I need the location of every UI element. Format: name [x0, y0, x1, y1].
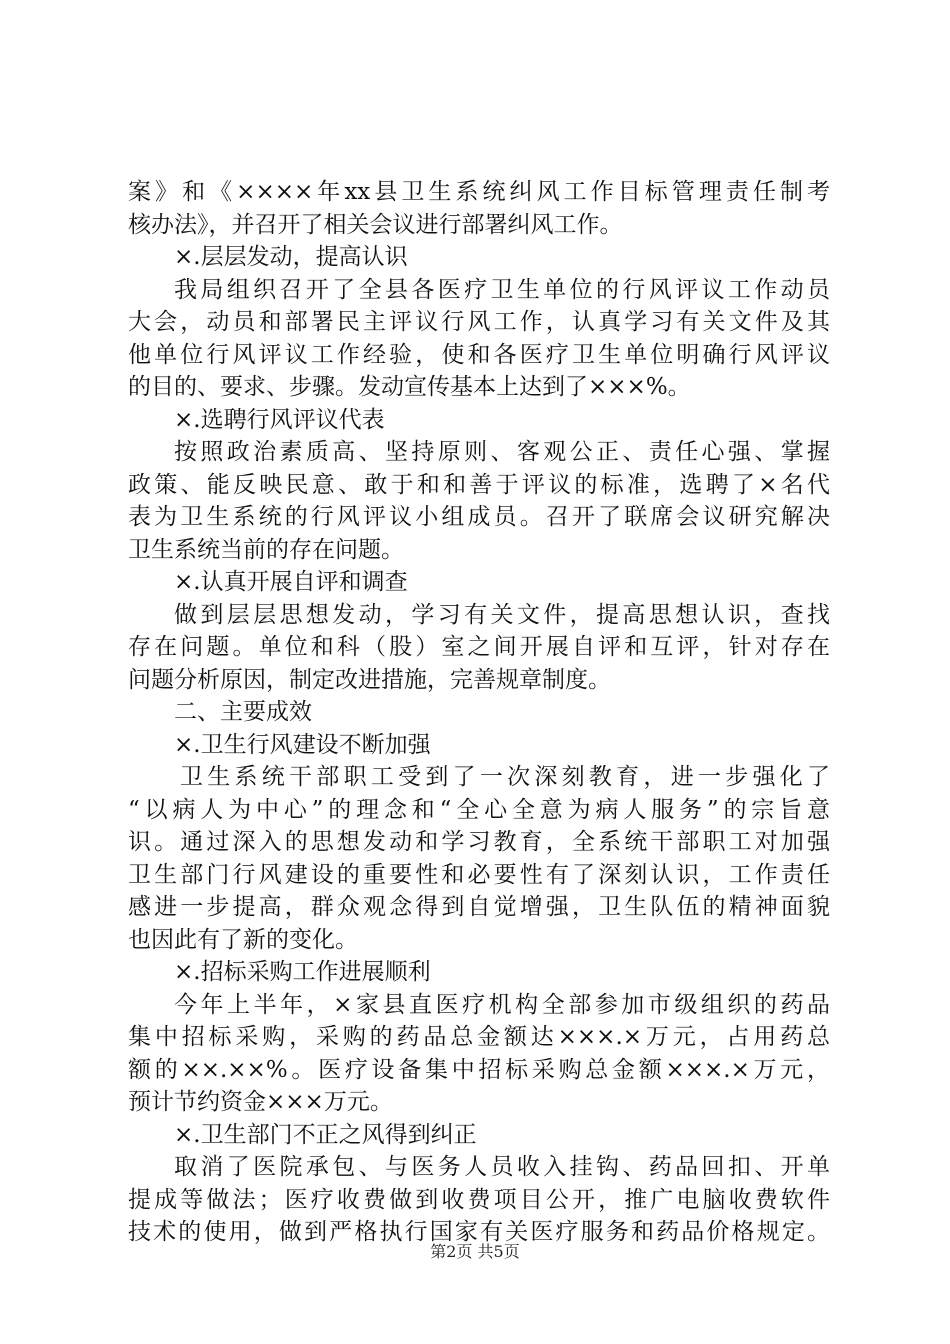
section-heading: 二、主要成效: [174, 699, 312, 725]
paragraph-line: 也因此有了新的变化。: [128, 926, 358, 953]
page-number: 第2页 共5页: [430, 1242, 520, 1261]
paragraph-line: 他单位行风评议工作经验，使和各医疗卫生单位明确行风评议: [128, 341, 830, 368]
paragraph-line: 预计节约资金×××万元。: [128, 1089, 393, 1115]
paragraph-line: 识。通过深入的思想发动和学习教育，全系统干部职工对加强: [128, 829, 830, 855]
paragraph-line: 额的××.××%。医疗设备集中招标采购总金额×××.×万元，: [128, 1056, 830, 1083]
paragraph-line: 提成等做法；医疗收费做到收费项目公开，推广电脑收费软件: [128, 1186, 830, 1213]
paragraph-line: 核办法》，并召开了相关会议进行部署纠风工作。: [128, 211, 623, 238]
paragraph-line: 大会，动员和部署民主评议行风工作，认真学习有关文件及其: [128, 309, 830, 335]
paragraph-line: 集中招标采购，采购的药品总金额达×××.×万元，占用药总: [128, 1024, 830, 1050]
paragraph-line: 卫生系统当前的存在问题。: [128, 536, 404, 563]
section-heading: ×.认真开展自评和调查: [174, 569, 408, 595]
paragraph-line: “以病人为中心”的理念和“全心全意为病人服务”的宗旨意: [128, 796, 830, 823]
paragraph-line: 感进一步提高，群众观念得到自觉增强，卫生队伍的精神面貌: [128, 894, 830, 920]
paragraph-line: 取消了医院承包、与医务人员收入挂钩、药品回扣、开单: [174, 1154, 830, 1180]
paragraph-line: 我局组织召开了全县各医疗卫生单位的行风评议工作动员: [174, 276, 830, 303]
paragraph-line: 技术的使用，做到严格执行国家有关医疗服务和药品价格规定。: [128, 1219, 830, 1245]
paragraph-line: 存在问题。单位和科（股）室之间开展自评和互评，针对存在: [128, 634, 830, 660]
page-footer: [0, 1242, 950, 1262]
section-heading: ×.层层发动，提高认识: [174, 244, 408, 270]
paragraph-line: 问题分析原因，制定改进措施，完善规章制度。: [128, 666, 611, 693]
section-heading: ×.招标采购工作进展顺利: [174, 959, 431, 985]
section-heading: ×.选聘行风评议代表: [174, 406, 385, 433]
section-heading: ×.卫生部门不正之风得到纠正: [174, 1121, 477, 1148]
paragraph-line: 卫生系统干部职工受到了一次深刻教育，进一步强化了: [180, 764, 830, 790]
paragraph-line: 卫生部门行风建设的重要性和必要性有了深刻认识，工作责任: [128, 861, 830, 888]
paragraph-line: 今年上半年，×家县直医疗机构全部参加市级组织的药品: [174, 991, 830, 1018]
paragraph-line: 政策、能反映民意、敢于和和善于评议的标准，选聘了×名代: [128, 471, 830, 498]
paragraph-line: 按照政治素质高、坚持原则、客观公正、责任心强、掌握: [174, 439, 830, 465]
paragraph-line: 案》和《××××年xx县卫生系统纠风工作目标管理责任制考: [128, 179, 830, 205]
section-heading: ×.卫生行风建设不断加强: [174, 731, 431, 758]
paragraph-line: 表为卫生系统的行风评议小组成员。召开了联席会议研究解决: [128, 504, 830, 530]
paragraph-line: 做到层层思想发动，学习有关文件，提高思想认识，查找: [174, 601, 830, 628]
paragraph-line: 的目的、要求、步骤。发动宣传基本上达到了×××%。: [128, 374, 691, 400]
document-body: [128, 176, 830, 1249]
